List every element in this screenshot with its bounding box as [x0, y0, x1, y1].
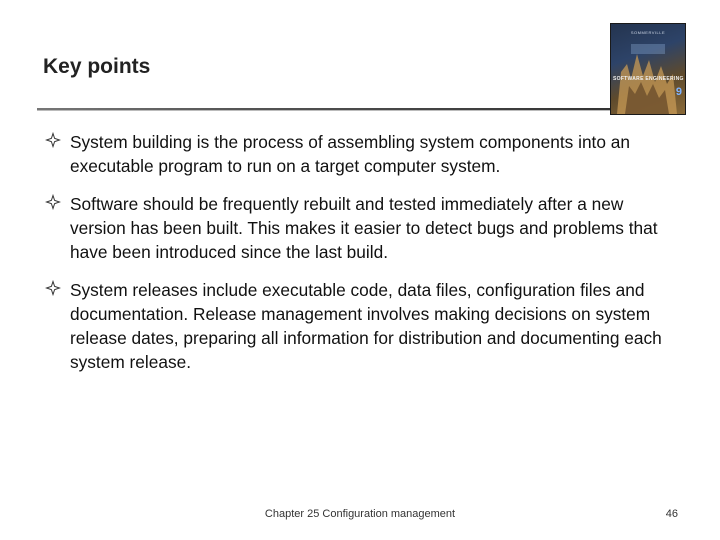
cover-title: SOFTWARE ENGINEERING: [613, 76, 684, 82]
four-point-star-icon: [45, 132, 61, 148]
bullet-item: [45, 192, 675, 264]
bullet-item: [45, 278, 675, 374]
bullet-list: [45, 130, 675, 388]
bullet-text: Software should be frequently rebuilt and tested immediately after a new version has been built. This makes it easier to detect bugs and problems that have been introduced since the last build.: [70, 194, 658, 262]
bullet-text: System building is the process of assembling system components into an executable program to run on a target computer system.: [70, 132, 630, 176]
four-point-star-icon: [45, 194, 61, 210]
book-cover-image: [610, 23, 686, 115]
footer-chapter: Chapter 25 Configuration management: [264, 508, 456, 520]
bullet-text: System releases include executable code, data files, configuration files and documentation. Release management involves making decisions on system release dates, preparing all information for distribution and documenting each system release.: [70, 280, 662, 372]
bullet-item: [45, 130, 675, 178]
four-point-star-icon: [45, 280, 61, 296]
cover-author: SOMMERVILLE: [630, 30, 666, 35]
cover-edition: 9: [675, 86, 682, 98]
page-number: 46: [665, 508, 678, 520]
title-divider: [37, 108, 610, 110]
slide-title: Key points: [43, 55, 151, 78]
